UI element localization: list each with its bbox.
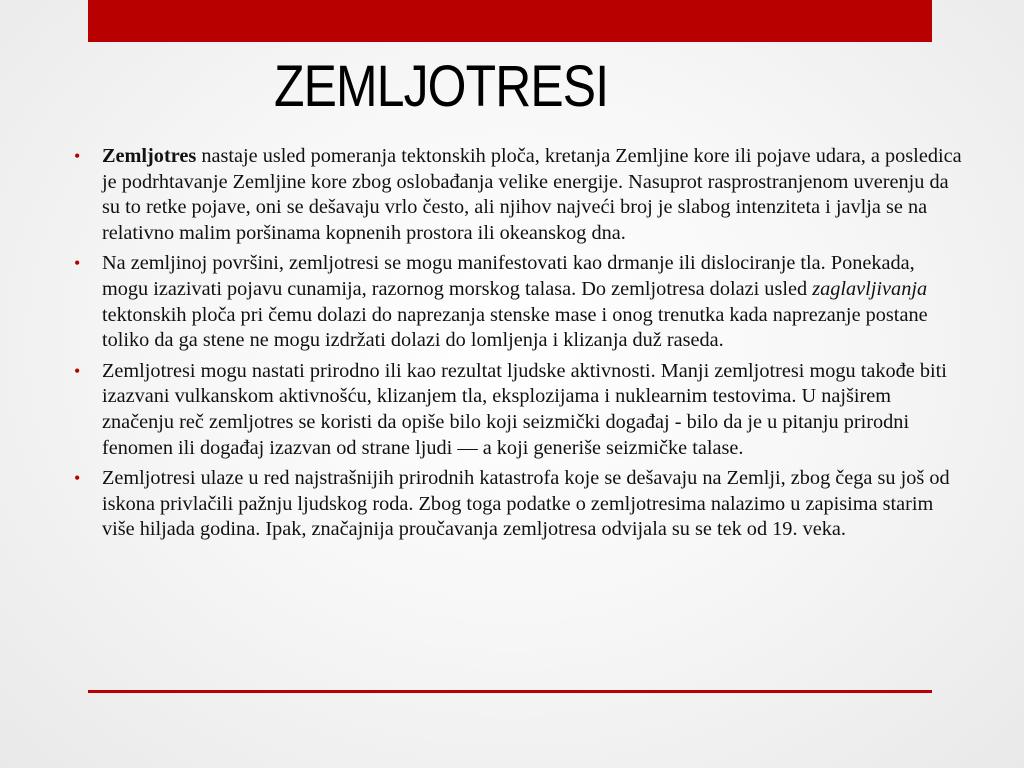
bullet-text: Zemljotresi mogu nastati prirodno ili kao rezultat ljudske aktivnosti. Manji zemljotresi mogu takođe biti izazvani vulkanskom aktivnošću, klizanjem tla, eksplozijama i nuklearnim testovima. U najširem značenju reč zemljotres se koristi da opiše bilo koji seizmički događaj - bilo da je u pitanju prirodni fenomen ili događaj izazvan od strane ljudi — a koji generiše seizmičke talase. (102, 359, 947, 459)
bullet-item-1 (74, 144, 964, 246)
bullet-marker: • (74, 146, 81, 166)
bottom-divider-line (88, 690, 932, 693)
bullet-text: Zemljotresi ulaze u red najstrašnijih prirodnih katastrofa koje se dešavaju na Zemlji, zbog čega su još od iskona privlačili pažnju ljudskog roda. Zbog toga podatke o zemljotresima nalazimo u zapisima starim više hiljada godina. Ipak, značajnija proučavanja zemljotresa odvijala su se tek od 19. veka. (102, 467, 950, 541)
bullet-text: nastaje usled pomeranja tektonskih ploča, kretanja Zemljine kore ili pojave udara, a posledica je podrhtavanje Zemljine kore zbog oslobađanja velike energije. Nasuprot rasprostranjenom uverenju da su to retke pojave, oni se dešavaju vrlo često, ali njihov najveći broj je slabog intenziteta i javlja se na relativno malim poršinama kopnenih prostora ili okeanskog dna. (102, 145, 962, 244)
bullet-text: Na zemljinoj površini, zemljotresi se mogu manifestovati kao drmanje ili dislociranje tla. Ponekada, mogu izazivati pojavu cunamija, razornog morskog talasa. Do zemljotresa dolazi usled (102, 252, 915, 300)
bullet-list (74, 144, 964, 548)
bullet-marker: • (74, 360, 81, 381)
bullet-item-2 (74, 251, 964, 353)
bullet-item-4 (74, 466, 964, 543)
bullet-marker: • (74, 253, 81, 274)
bullet-marker: • (74, 468, 81, 489)
bullet-item-3 (74, 359, 964, 461)
bullet-italic-term: zaglavljivanja (812, 277, 928, 300)
bullet-bold-lead: Zemljotres (102, 145, 197, 167)
top-accent-bar (88, 0, 932, 42)
slide-title: ZEMLJOTRESI (274, 54, 609, 119)
bullet-text: tektonskih ploča pri čemu dolazi do naprezanja stenske mase i onog trenutka kada naprezanje postane toliko da ga stene ne mogu izdržati dolazi do lomljenja i klizanja duž raseda. (102, 303, 928, 352)
